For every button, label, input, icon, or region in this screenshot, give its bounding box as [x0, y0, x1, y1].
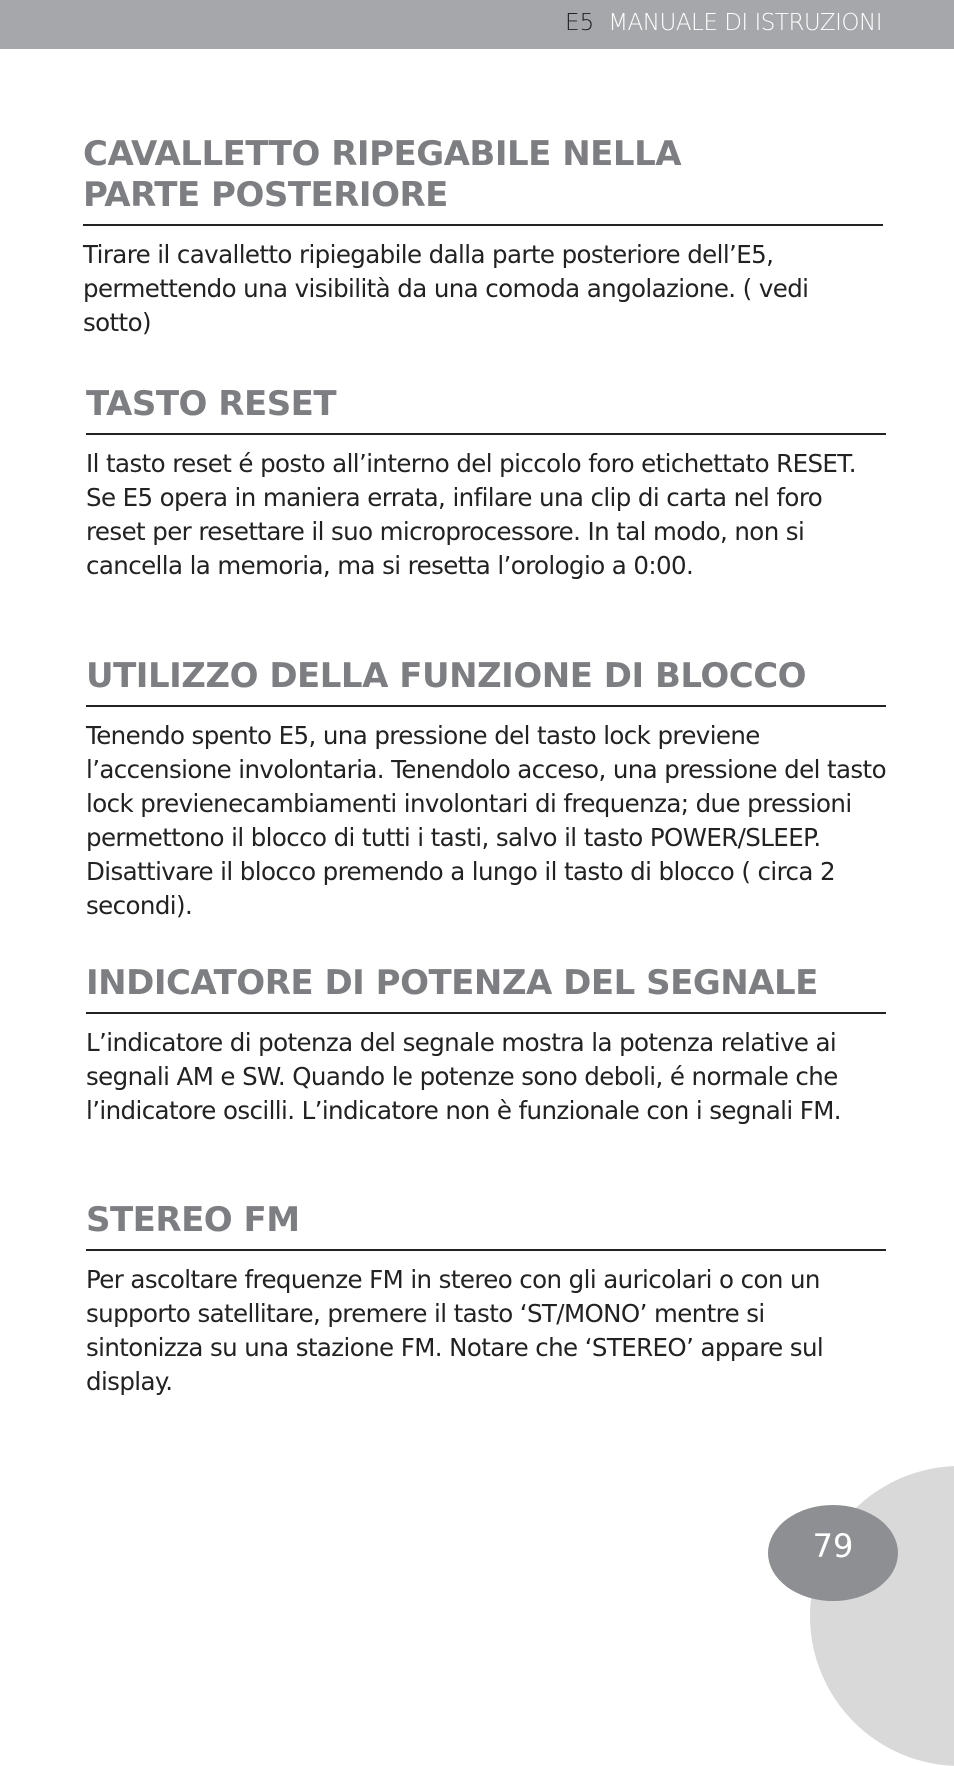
section-heading: CAVALLETTO RIPEGABILE NELLA PARTE POSTERIORE [83, 134, 682, 215]
section-divider [86, 1249, 886, 1251]
header-bar [0, 0, 954, 49]
page-number: 79 [812, 1527, 854, 1565]
section-signal-indicator [86, 963, 886, 1128]
section-stand [83, 134, 883, 340]
header-title: MANUALE DI ISTRUZIONI [608, 10, 882, 36]
section-divider [86, 705, 886, 707]
section-body: Tenendo spento E5, una pressione del tasto lock previene l’accensione involontaria. Tenendolo acceso, una pressione del tasto lock previenecambiamenti involontari di frequenza; due pressioni permettono il blocco di tutti i tasti, salvo il tasto POWER/SLEEP. Disattivare il blocco premendo a lungo il tasto di blocco ( circa 2 secondi). [86, 721, 886, 920]
section-heading: UTILIZZO DELLA FUNZIONE DI BLOCCO [86, 656, 807, 696]
header-model: E5 [565, 10, 595, 36]
section-divider [86, 1012, 886, 1014]
section-stereo-fm [86, 1200, 886, 1399]
section-lock [86, 656, 886, 923]
section-divider [86, 433, 886, 435]
section-body: Tirare il cavalletto ripiegabile dalla parte posteriore dell’E5, permettendo una visibilità da una comoda angolazione. ( vedi sotto) [83, 240, 809, 337]
section-reset [86, 384, 886, 583]
section-heading: TASTO RESET [86, 384, 337, 424]
running-header [565, 10, 882, 36]
section-body: L’indicatore di potenza del segnale mostra la potenza relative ai segnali AM e SW. Quando le potenze sono deboli, é normale che l’indicatore oscilli. L’indicatore non è funzionale con i segnali FM. [86, 1028, 841, 1125]
section-divider [83, 224, 883, 226]
section-body: Per ascoltare frequenze FM in stereo con gli auricolari o con un supporto satellitare, premere il tasto ‘ST/MONO’ mentre si sintonizza su una stazione FM. Notare che ‘STEREO’ appare sul display. [86, 1265, 824, 1396]
section-heading: STEREO FM [86, 1200, 300, 1240]
section-heading: INDICATORE DI POTENZA DEL SEGNALE [86, 963, 818, 1003]
section-body: Il tasto reset é posto all’interno del piccolo foro etichettato RESET. Se E5 opera in maniera errata, infilare una clip di carta nel foro reset per resettare il suo microprocessore. In tal modo, non si cancella la memoria, ma si resetta l’orologio a 0:00. [86, 449, 856, 580]
